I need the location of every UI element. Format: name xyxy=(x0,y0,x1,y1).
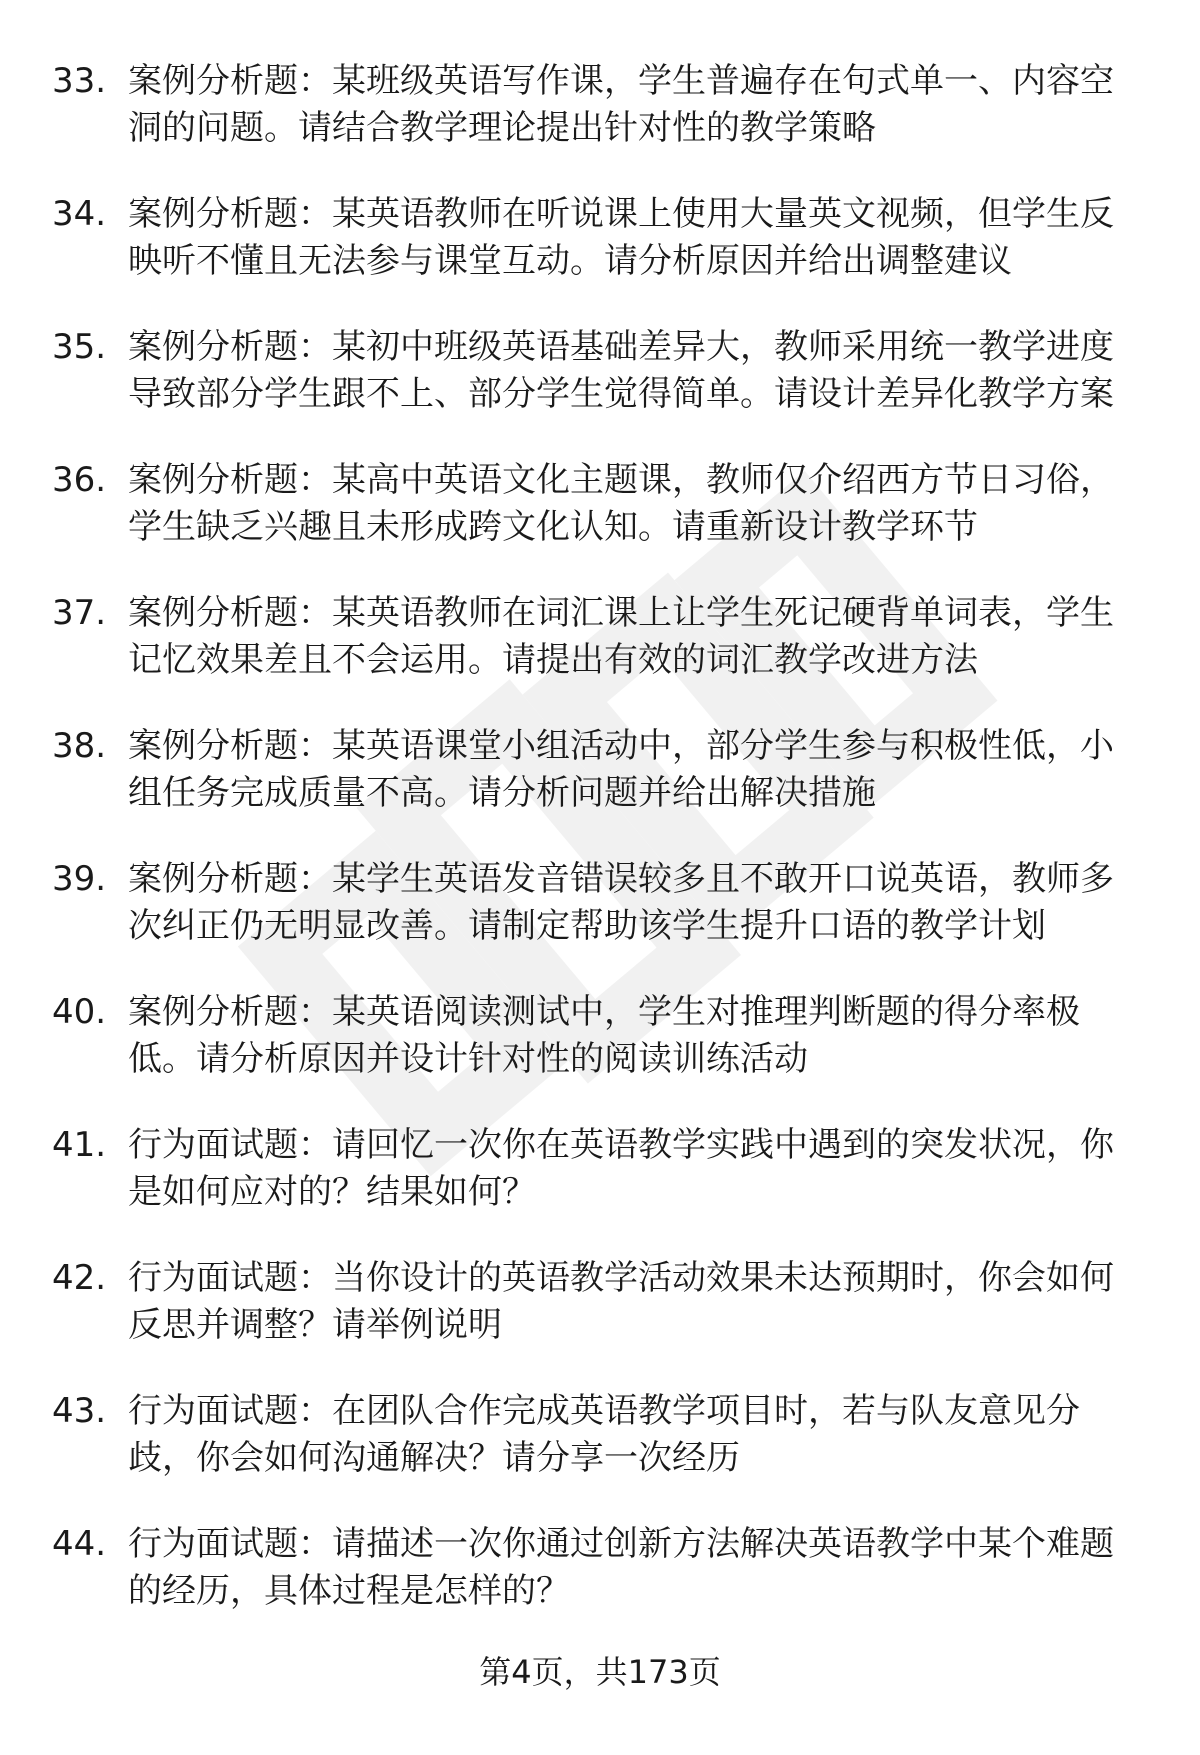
question-number: 35. xyxy=(52,327,107,367)
question-text: 行为面试题：在团队合作完成英语教学项目时，若与队友意见分歧，你会如何沟通解决？请分享一次经历 xyxy=(128,1391,1080,1478)
question-item xyxy=(52,989,1152,1083)
question-item xyxy=(52,1122,1152,1216)
question-number: 36. xyxy=(52,460,107,500)
question-item xyxy=(52,1521,1152,1615)
question-text: 案例分析题：某初中班级英语基础差异大，教师采用统一教学进度导致部分学生跟不上、部分学生觉得简单。请设计差异化教学方案 xyxy=(128,327,1114,414)
question-number: 42. xyxy=(52,1258,107,1298)
question-text: 案例分析题：某英语教师在词汇课上让学生死记硬背单词表，学生记忆效果差且不会运用。请提出有效的词汇教学改进方法 xyxy=(128,593,1114,680)
question-item xyxy=(52,324,1152,418)
question-item xyxy=(52,723,1152,817)
question-number: 43. xyxy=(52,1391,107,1431)
question-number: 37. xyxy=(52,593,107,633)
question-text: 行为面试题：请回忆一次你在英语教学实践中遇到的突发状况，你是如何应对的？结果如何？ xyxy=(128,1125,1114,1212)
question-item xyxy=(52,1255,1152,1349)
question-text: 案例分析题：某英语阅读测试中，学生对推理判断题的得分率极低。请分析原因并设计针对性的阅读训练活动 xyxy=(128,992,1080,1079)
question-text: 案例分析题：某高中英语文化主题课，教师仅介绍西方节日习俗，学生缺乏兴趣且未形成跨文化认知。请重新设计教学环节 xyxy=(128,460,1114,547)
question-item xyxy=(52,457,1152,551)
question-item xyxy=(52,1388,1152,1482)
question-number: 34. xyxy=(52,194,107,234)
page-number-footer: 第4页，共173页 xyxy=(479,1653,721,1691)
question-number: 40. xyxy=(52,992,107,1032)
question-number: 38. xyxy=(52,726,107,766)
question-text: 案例分析题：某英语课堂小组活动中，部分学生参与积极性低，小组任务完成质量不高。请分析问题并给出解决措施 xyxy=(128,726,1114,813)
question-text: 案例分析题：某班级英语写作课，学生普遍存在句式单一、内容空洞的问题。请结合教学理论提出针对性的教学策略 xyxy=(128,61,1114,148)
question-item xyxy=(52,58,1152,152)
question-item xyxy=(52,856,1152,950)
question-text: 案例分析题：某学生英语发音错误较多且不敢开口说英语，教师多次纠正仍无明显改善。请制定帮助该学生提升口语的教学计划 xyxy=(128,859,1114,946)
question-list xyxy=(52,58,1152,1654)
question-number: 44. xyxy=(52,1524,107,1564)
question-item xyxy=(52,191,1152,285)
question-text: 行为面试题：当你设计的英语教学活动效果未达预期时，你会如何反思并调整？请举例说明 xyxy=(128,1258,1114,1345)
question-number: 33. xyxy=(52,61,107,101)
question-text: 案例分析题：某英语教师在听说课上使用大量英文视频，但学生反映听不懂且无法参与课堂互动。请分析原因并给出调整建议 xyxy=(128,194,1114,281)
question-item xyxy=(52,590,1152,684)
question-text: 行为面试题：请描述一次你通过创新方法解决英语教学中某个难题的经历，具体过程是怎样的？ xyxy=(128,1524,1114,1611)
question-number: 39. xyxy=(52,859,107,899)
question-number: 41. xyxy=(52,1125,107,1165)
